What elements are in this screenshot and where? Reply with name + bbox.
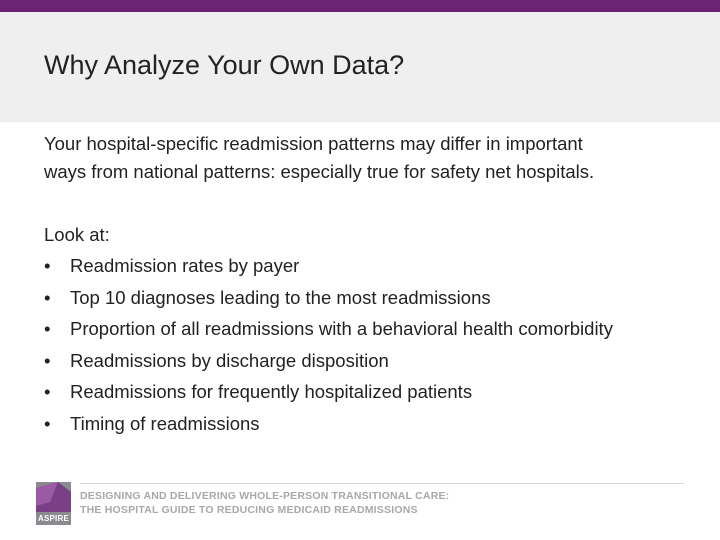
slide-title: Why Analyze Your Own Data? [44, 50, 405, 80]
bullet-dot: • [44, 349, 51, 371]
bullet-text: Proportion of all readmissions with a behavioral health comorbidity [70, 318, 613, 340]
footer-line-1: DESIGNING AND DELIVERING WHOLE-PERSON TRANSITIONAL CARE: [80, 490, 450, 502]
logo-text: ASPIRE [38, 514, 69, 523]
bullet-dot: • [44, 412, 51, 434]
bullet-item [44, 282, 613, 314]
footer-divider [80, 483, 684, 484]
intro-line-1: Your hospital-specific readmission patterns may differ in important [44, 133, 583, 154]
bullet-text: Readmissions for frequently hospitalized patients [70, 381, 473, 403]
bullet-item [44, 408, 613, 440]
bullet-item [44, 313, 613, 345]
top-accent-bar [0, 0, 720, 12]
bullet-text: Readmissions by discharge disposition [70, 349, 389, 371]
bullet-dot: • [44, 318, 51, 340]
bullet-dot: • [44, 381, 51, 403]
aspire-logo [36, 482, 71, 525]
look-at-label: Look at: [44, 224, 110, 245]
bullet-dot: • [44, 286, 51, 308]
bullet-list [44, 250, 613, 440]
bullet-text: Top 10 diagnoses leading to the most readmissions [70, 286, 491, 308]
bullet-dot: • [44, 255, 51, 276]
bullet-text: Readmission rates by payer [70, 255, 300, 276]
bullet-item [44, 376, 613, 408]
bullet-item [44, 345, 613, 377]
footer-line-2: THE HOSPITAL GUIDE TO REDUCING MEDICAID READMISSIONS [80, 504, 418, 516]
intro-paragraph [44, 130, 694, 186]
bullet-item [44, 250, 613, 282]
intro-line-2: ways from national patterns: especially true for safety net hospitals. [44, 161, 595, 182]
bullet-text: Timing of readmissions [70, 412, 260, 434]
